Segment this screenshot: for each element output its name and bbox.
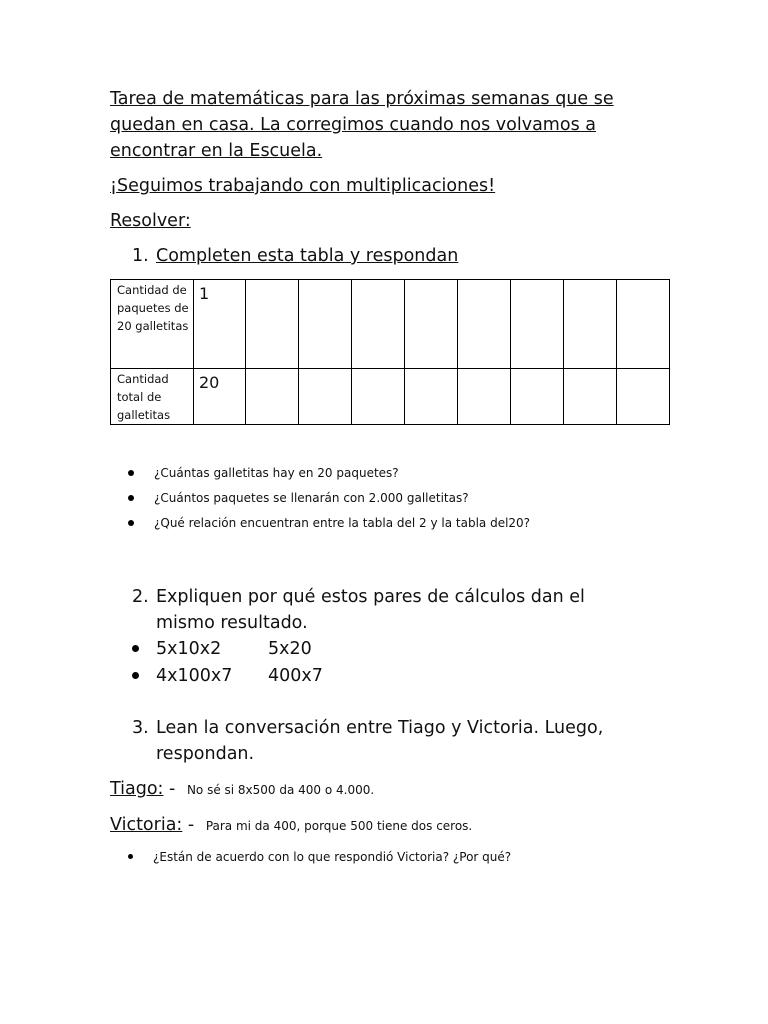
empty-cell[interactable] bbox=[458, 280, 511, 369]
list-item bbox=[132, 662, 323, 689]
bullet-icon bbox=[132, 672, 139, 679]
list-item bbox=[132, 635, 323, 662]
list-item bbox=[128, 510, 530, 535]
victoria-line: Para mi da 400, porque 500 tiene dos ceros. bbox=[205, 819, 473, 833]
dialog-victoria bbox=[110, 813, 472, 838]
empty-cell[interactable] bbox=[352, 369, 405, 425]
empty-cell[interactable] bbox=[511, 369, 564, 425]
question-2-number: 2. bbox=[132, 587, 149, 607]
table-row-packages bbox=[111, 280, 670, 369]
calc-pairs bbox=[132, 635, 323, 689]
empty-cell[interactable] bbox=[617, 280, 670, 369]
empty-cell[interactable] bbox=[299, 280, 352, 369]
empty-cell[interactable] bbox=[246, 369, 299, 425]
row-label-total: Cantidad total de galletitas bbox=[111, 369, 194, 425]
cell-total-1: 20 bbox=[194, 369, 246, 425]
question-2 bbox=[132, 584, 646, 636]
question-3-number: 3. bbox=[132, 718, 149, 738]
question-1-bullets bbox=[128, 460, 530, 535]
empty-cell[interactable] bbox=[405, 369, 458, 425]
empty-cell[interactable] bbox=[564, 280, 617, 369]
empty-cell[interactable] bbox=[405, 280, 458, 369]
calc-b: 5x20 bbox=[268, 638, 312, 659]
question-3-bullets bbox=[128, 844, 511, 869]
speaker-victoria: Victoria: bbox=[110, 815, 183, 835]
question-1-text: Completen esta tabla y respondan bbox=[156, 246, 459, 266]
resolver-heading: Resolver: bbox=[110, 211, 191, 231]
speaker-tiago: Tiago: bbox=[110, 779, 164, 799]
bullet-text: ¿Están de acuerdo con lo que respondió Victoria? ¿Por qué? bbox=[153, 849, 512, 864]
list-item bbox=[128, 460, 530, 485]
bullet-icon bbox=[128, 520, 134, 526]
question-3 bbox=[132, 715, 646, 767]
list-item bbox=[128, 844, 511, 869]
bullet-icon bbox=[128, 495, 134, 501]
table-row-total bbox=[111, 369, 670, 425]
bullet-icon bbox=[128, 854, 133, 859]
row-label-packages: Cantidad de paquetes de 20 galletitas bbox=[111, 280, 194, 369]
empty-cell[interactable] bbox=[299, 369, 352, 425]
list-item bbox=[128, 485, 530, 510]
empty-cell[interactable] bbox=[617, 369, 670, 425]
empty-cell[interactable] bbox=[246, 280, 299, 369]
empty-cell[interactable] bbox=[511, 280, 564, 369]
calc-a: 5x10x2 bbox=[156, 638, 222, 659]
empty-cell[interactable] bbox=[564, 369, 617, 425]
calc-b: 400x7 bbox=[268, 665, 323, 686]
dialog-dash: - bbox=[187, 815, 195, 835]
empty-cell[interactable] bbox=[458, 369, 511, 425]
bullet-icon bbox=[132, 645, 139, 652]
empty-cell[interactable] bbox=[352, 280, 405, 369]
cell-packages-1: 1 bbox=[194, 280, 246, 369]
calc-a: 4x100x7 bbox=[156, 665, 233, 686]
bullet-text: ¿Qué relación encuentran entre la tabla del 2 y la tabla del20? bbox=[154, 515, 531, 530]
dialog-tiago bbox=[110, 777, 374, 802]
question-1 bbox=[132, 243, 646, 269]
question-2-text: Expliquen por qué estos pares de cálculos dan el mismo resultado. bbox=[156, 587, 585, 633]
intro-paragraph: Tarea de matemáticas para las próximas semanas que se quedan en casa. La corregimos cuando nos volvamos a encontrar en la Escuela. bbox=[110, 89, 614, 161]
bullet-text: ¿Cuántos paquetes se llenarán con 2.000 galletitas? bbox=[154, 490, 469, 505]
bullet-icon bbox=[128, 470, 134, 476]
bullet-text: ¿Cuántas galletitas hay en 20 paquetes? bbox=[154, 465, 399, 480]
question-3-text: Lean la conversación entre Tiago y Victoria. Luego, respondan. bbox=[156, 718, 604, 764]
question-1-number: 1. bbox=[132, 246, 149, 266]
tiago-line: No sé si 8x500 da 400 o 4.000. bbox=[186, 783, 375, 797]
cookies-table bbox=[110, 279, 670, 425]
subtitle: ¡Seguimos trabajando con multiplicaciones! bbox=[110, 176, 496, 196]
dialog-dash: - bbox=[169, 779, 176, 799]
